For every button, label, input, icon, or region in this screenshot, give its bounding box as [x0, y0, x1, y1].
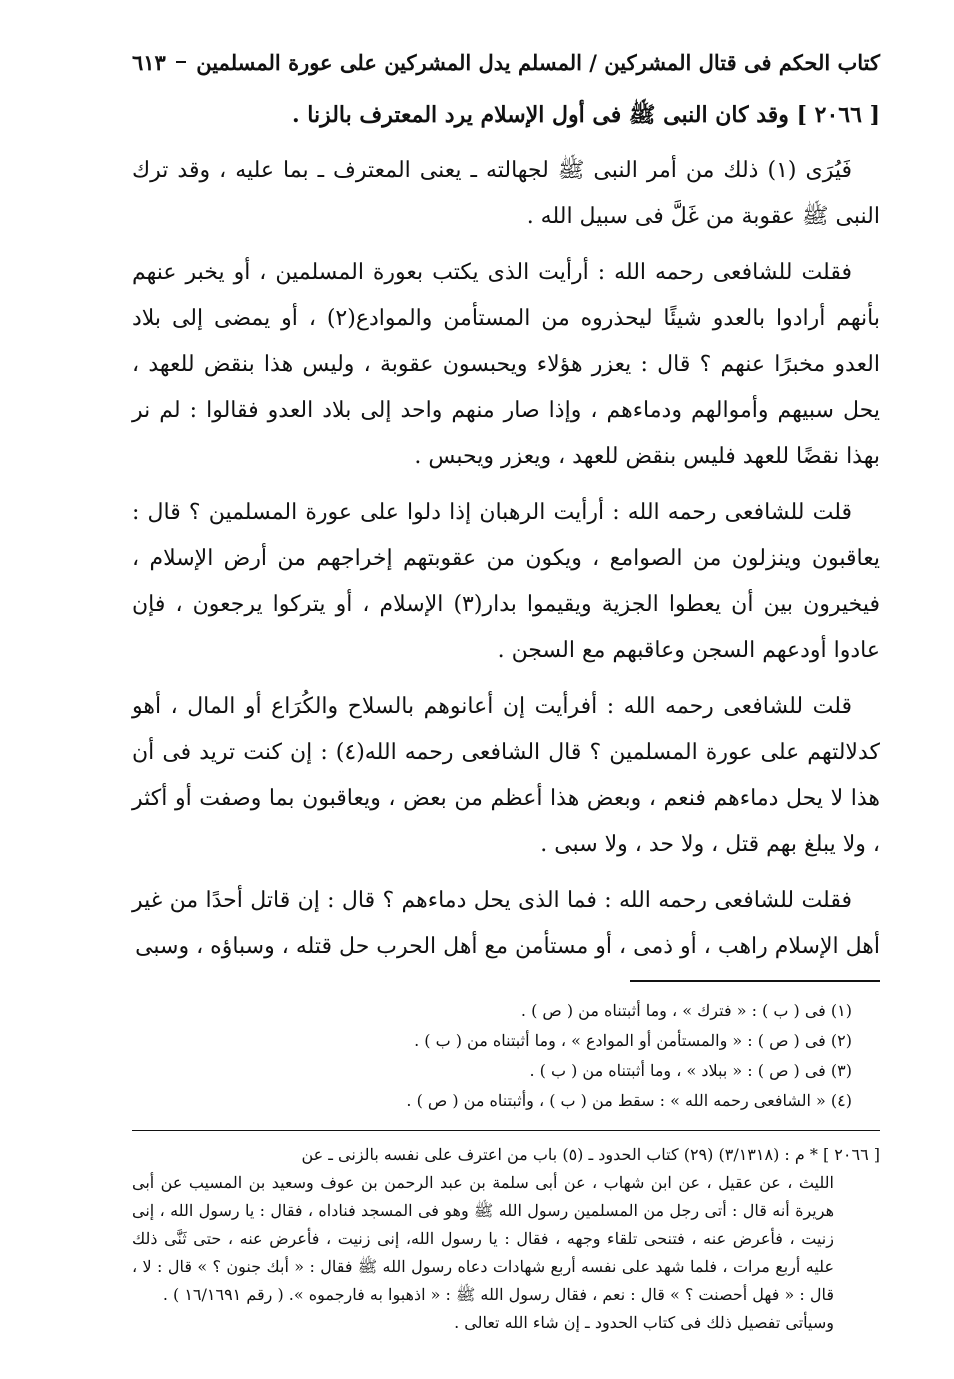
paragraph-3: فقلت للشافعى رحمه الله : أرأيت الذى يكتب بعورة المسلمين ، أو يخبر عنهم بأنهم أرادوا بالعدو شيئًا ليحذروه من المستأمن والموادع(٢) ، أو يمضى إلى بلاد العدو مخبرًا عنهم ؟ قال : يعزر هؤلاء ويحبسون عقوبة ، وليس هذا بنقض للعهد ، يحل سبيهم وأموالهم ودماءهم ، وإذا صار منهم واحد إلى بلاد العدو فقالوا : لم نر بهذا نقضًا للعهد فليس بنقض للعهد ، ويعزر ويحبس .: [132, 260, 880, 469]
running-title: كتاب الحكم فى قتال المشركين / المسلم يدل المشركين على عورة المسلمين: [196, 49, 880, 75]
footnotes: [132, 996, 880, 1116]
footnote-4: (٤) « الشافعى رحمه الله » : سقط من ( ب ) ، وأثبتناه من ( ص ) .: [406, 1091, 852, 1110]
takhrij-last-line: وسيأتى تفصيل ذلك فى كتاب الحدود ـ إن شاء الله تعالى .: [454, 1313, 834, 1332]
paragraph-5: قلت للشافعى رحمه الله : أفرأيت إن أعانوهم بالسلاح والكُرَاع أو المال ، أهو كدلالتهم على عورة المسلمين ؟ قال الشافعى رحمه الله(٤) : إن كنت تريد فى أن هذا لا يحل دماءهم فنعم ، وبعض هذا أعظم من بعض ، ويعاقبون بما وصفت أو أكثر ، ولا يبلغ بهم قتل ، ولا حد ، ولا سبى .: [132, 694, 880, 857]
header-rule: [176, 61, 186, 63]
running-header: [132, 44, 880, 80]
paragraph-2: فَيُرَى (١) ذلك من أمر النبى ﷺ لجهالته ـ يعنى المعترف ـ بما عليه ، وقد ترك النبى ﷺ عقوبة من غَلَّ فى سبيل الله .: [132, 158, 880, 229]
footnote-separator: [630, 980, 880, 982]
takhrij-separator: [132, 1130, 880, 1131]
takhrij-first-line: [ ٢٠٦٦ ] * م : (٣/١٣١٨) (٢٩) كتاب الحدود ـ (٥) باب من اعترف على نفسه بالزنى ـ عن: [301, 1145, 880, 1164]
book-page: [132, 44, 880, 1337]
paragraph-4: قلت للشافعى رحمه الله : أرأيت الرهبان إذا دلوا على عورة المسلمين ؟ قال : يعاقبون وينزلون من الصوامع ، ويكون من عقوبتهم إخراجهم من أرض الإسلام ، فيخيرون بين أن يعطوا الجزية ويقيموا بدار(٣) الإسلام ، أو يتركوا يرجعون ، فإن عادوا أودعهم السجن وعاقبهم مع السجن .: [132, 500, 880, 663]
main-text: [132, 92, 880, 970]
page-number: ٦١٣: [132, 49, 166, 75]
takhrij-section: [132, 1141, 880, 1337]
footnote-3: (٣) فى ( ص ) : « ببلاد » ، وما أثبتناه من ( ب ) .: [529, 1061, 852, 1080]
paragraph-hadith-2066: [ ٢٠٦٦ ] وقد كان النبى ﷺ فى أول الإسلام يرد المعترف بالزنا .: [291, 102, 880, 128]
takhrij-body: الليث ، عن عقيل ، عن ابن شهاب ، عن أبى سلمة بن عبد الرحمن بن عوف وسعيد بن المسيب عن أبى هريرة أنه قال : أتى رجل من المسلمين رسول الله ﷺ وهو فى المسجد فناداه ، فقال : يا رسول الله ، إنى زنيت ، فأعرض عنه ، فتنحى تلقاء وجهه ، فقال : يا رسول الله، إنى زنيت ، فأعرض عنه ، حتى ثَنَّى ذلك عليه أربع مرات ، فلما شهد على نفسه أربع شهادات دعاه رسول الله ﷺ فقال : « أبك جنون ؟ » قال : لا ، قال : « فهل أحصنت ؟ » قال : نعم ، فقال رسول الله ﷺ : « اذهبوا به فارجموه ». ( رقم ١٦/١٦٩١ ) .: [132, 1173, 834, 1304]
footnote-2: (٢) فى ( ص ) : « والمستأمن أو الموادع » ، وما أثبتناه من ( ب ) .: [414, 1031, 852, 1050]
paragraph-6: فقلت للشافعى رحمه الله : فما الذى يحل دماءهم ؟ قال : إن قاتل أحدًا من غير أهل الإسلام راهب ، أو ذمى ، أو مستأمن مع أهل الحرب حل قتله ، وسباؤه ، وسبى: [132, 888, 880, 959]
footnote-1: (١) فى ( ب ) : « فترك » ، وما أثبتناه من ( ص ) .: [520, 1001, 852, 1020]
